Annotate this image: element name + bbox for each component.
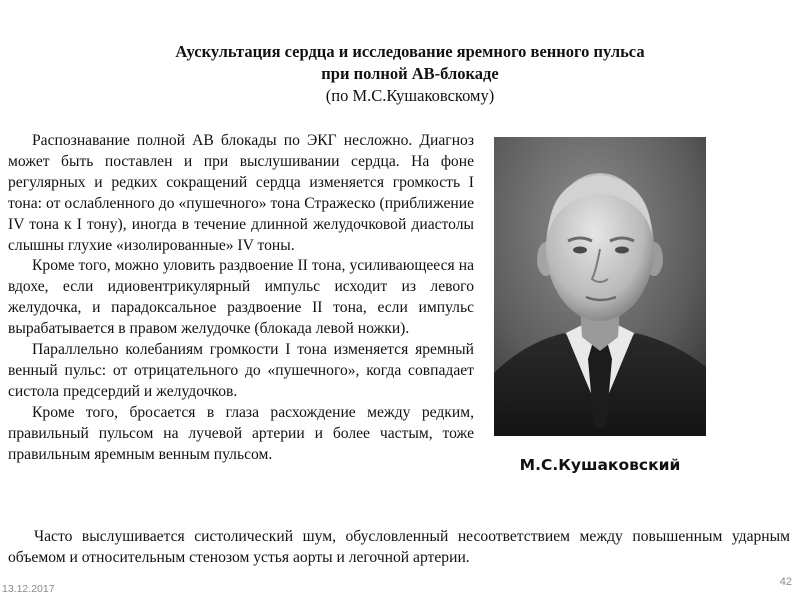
body-paragraph-2: Кроме того, можно уловить раздвоение II тона, усиливающееся на вдохе, если идиовентрикулярный импульс исходит из левого желудочка, и парадоксальное раздвоение II тона, если импульс вырабатывается в правом желудочке (блокада левой ножки). — [8, 257, 474, 338]
body-text — [8, 131, 474, 466]
title-line-3: (по М.С.Кушаковскому) — [325, 86, 495, 105]
footer-date: 13.12.2017 — [2, 583, 55, 595]
bottom-paragraph: Часто выслушивается систолический шум, обусловленный несоответствием между повышенным ударным объемом и относительным стенозом устья аорты и легочной артерии. — [8, 528, 790, 566]
slide-title — [100, 41, 720, 107]
body-paragraph-3: Параллельно колебаниям громкости I тона изменяется яремный венный пульс: от отрицательного до «пушечного», когда совпадает систола предсердий и желудочков. — [8, 341, 474, 400]
body-paragraph-1: Распознавание полной АВ блокады по ЭКГ несложно. Диагноз может быть поставлен и при выслушивании сердца. На фоне регулярных и редких сокращений сердца изменяется громкость I тона: от ослабленного до «пушечного» тона Стражеско (приближение IV тона к I тону), иногда в течение длинной желудочковой диастолы слышны глухие «изолированные» IV тоны. — [8, 132, 474, 254]
page-number: 42 — [779, 576, 792, 588]
title-line-1: Аускультация сердца и исследование яремного венного пульса — [175, 42, 645, 61]
portrait-image — [494, 137, 706, 436]
portrait-eye-right — [615, 247, 629, 254]
portrait-eye-left — [573, 247, 587, 254]
title-line-2: при полной АВ-блокаде — [321, 64, 499, 83]
bottom-text — [8, 526, 790, 568]
portrait-photo — [494, 137, 706, 436]
body-paragraph-4: Кроме того, бросается в глаза расхождение между редким, правильный пульсом на лучевой артерии и более частым, тоже правильным яремным венным пульсом. — [8, 403, 474, 463]
portrait-caption: М.С.Кушаковский — [519, 456, 681, 474]
